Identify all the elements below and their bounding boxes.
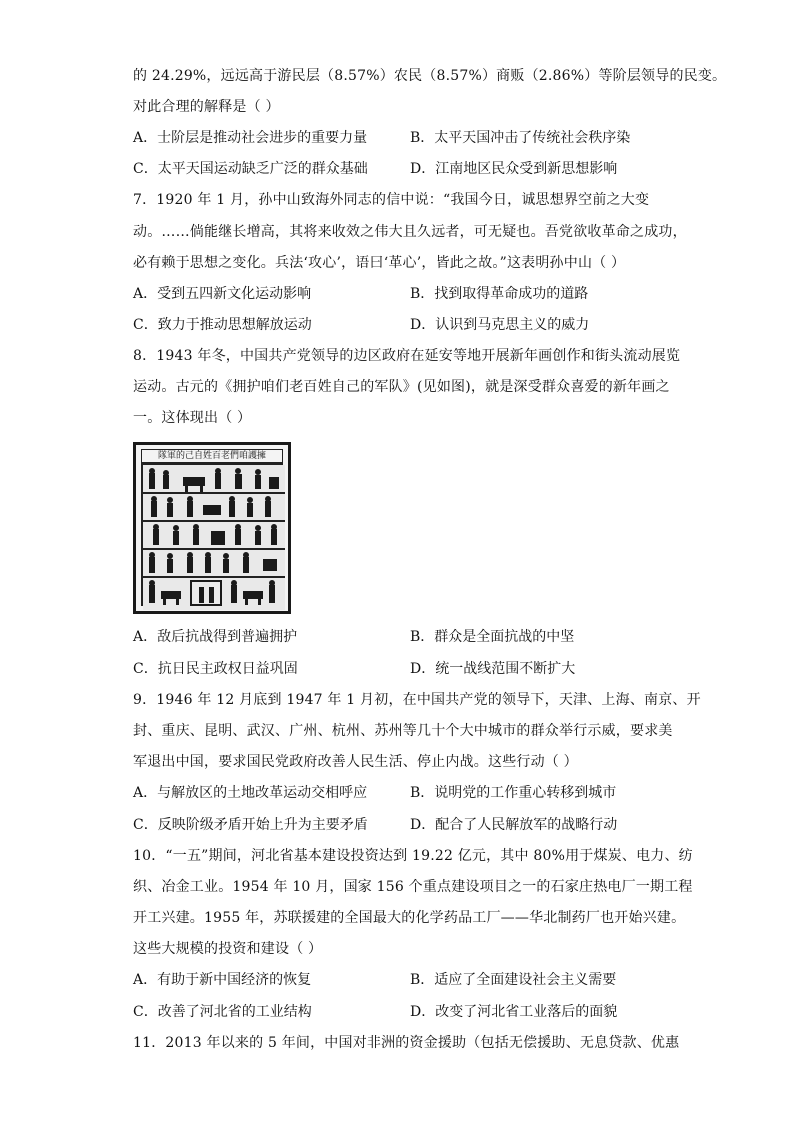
print-illustration [143, 465, 285, 610]
q6-option-a: A．士阶层是推动社会进步的重要力量 [133, 130, 368, 146]
q8-stem-line-2: 运动。古元的《拥护咱们老百姓自己的军队》(见如图)，就是深受群众喜爱的新年画之 [133, 379, 670, 395]
q8-option-d: D．统一战线范围不断扩大 [410, 661, 576, 677]
new-year-print-image [133, 442, 291, 614]
print-title: 隊軍的己自姓百老們咱護擁 [141, 449, 283, 463]
q10-stem-line-3: 开工兴建。1955 年，苏联援建的全国最大的化学药品工厂——华北制药厂也开始兴建。 [133, 910, 686, 926]
q9-stem-line-1: 9．1946 年 12 月底到 1947 年 1 月初，在中国共产党的领导下，天津、上海、南京、开 [133, 692, 701, 708]
q6-option-d: D．江南地区民众受到新思想影响 [410, 161, 618, 177]
q9-stem-line-2: 封、重庆、昆明、武汉、广州、杭州、苏州等几十个大中城市的群众举行示威，要求美 [133, 723, 673, 739]
q7-stem-line-3: 必有赖于思想之变化。兵法‘攻心’，语曰‘革心’，皆此之故。”这表明孙中山（ ） [133, 255, 626, 271]
print-panels [141, 463, 283, 606]
q8-stem-line-1: 8．1943 年冬，中国共产党领导的边区政府在延安等地开展新年画创作和街头流动展览 [133, 348, 681, 364]
q8-stem-line-3: 一。这体现出（ ） [133, 410, 252, 426]
q9-option-c: C．反映阶级矛盾开始上升为主要矛盾 [133, 817, 368, 833]
q8-option-c: C．抗日民主政权日益巩固 [133, 661, 298, 677]
q7-option-c: C．致力于推动思想解放运动 [133, 317, 312, 333]
q10-stem-line-2: 织、冶金工业。1954 年 10 月，国家 156 个重点建设项目之一的石家庄热电厂一期工程 [133, 879, 693, 895]
q10-option-c: C．改善了河北省的工业结构 [133, 1004, 312, 1020]
q6-option-b: B．太平天国冲击了传统社会秩序染 [410, 130, 631, 146]
q8-option-a: A．敌后抗战得到普遍拥护 [133, 629, 298, 645]
q9-stem-line-3: 军退出中国，要求国民党政府改善人民生活、停止内战。这些行动（ ） [133, 754, 578, 770]
q10-stem-line-1: 10．“一五”期间，河北省基本建设投资达到 19.22 亿元，其中 80%用于煤炭、电力、纺 [133, 848, 693, 864]
q10-option-a: A．有助于新中国经济的恢复 [133, 972, 312, 988]
q7-option-d: D．认识到马克思主义的威力 [410, 317, 590, 333]
q6-stem-line-2: 对此合理的解释是（ ） [133, 99, 280, 115]
q7-option-a: A．受到五四新文化运动影响 [133, 286, 312, 302]
q6-option-c: C．太平天国运动缺乏广泛的群众基础 [133, 161, 368, 177]
q9-option-a: A．与解放区的土地改革运动交相呼应 [133, 785, 368, 801]
q10-option-d: D．改变了河北省工业落后的面貌 [410, 1004, 618, 1020]
q7-stem-line-2: 动。……倘能继长增高，其将来收效之伟大且久远者，可无疑也。吾党欲收革命之成功， [133, 224, 687, 240]
q7-option-b: B．找到取得革命成功的道路 [410, 286, 589, 302]
q10-option-b: B．适应了全面建设社会主义需要 [410, 972, 617, 988]
q9-option-d: D．配合了人民解放军的战略行动 [410, 817, 618, 833]
q6-stem-line-1: 的 24.29%，远远高于游民层（8.57%）农民（8.57%）商贩（2.86%）等阶层领导的民变。 [133, 68, 727, 84]
q11-stem-line-1: 11．2013 年以来的 5 年间，中国对非洲的资金援助（包括无偿援助、无息贷款、优惠 [133, 1035, 680, 1051]
q8-option-b: B．群众是全面抗战的中坚 [410, 629, 575, 645]
q9-option-b: B．说明党的工作重心转移到城市 [410, 785, 617, 801]
q10-stem-line-4: 这些大规模的投资和建设（ ） [133, 941, 323, 957]
q7-stem-line-1: 7．1920 年 1 月，孙中山致海外同志的信中说：“我国今日，诚思想界空前之大变 [133, 192, 650, 208]
